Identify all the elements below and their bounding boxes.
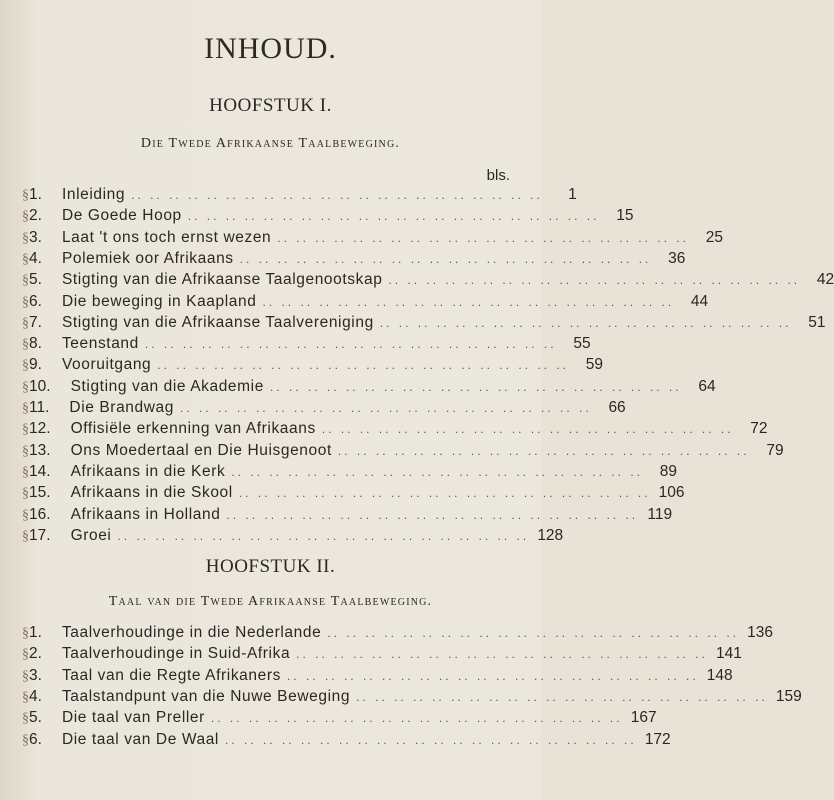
section-symbol: §	[22, 486, 29, 502]
section-title: Offisiële erkenning van Afrikaans	[70, 420, 316, 438]
section-title: Vooruitgang	[61, 356, 152, 374]
dot-leader: .. .. .. .. .. .. .. .. .. .. .. .. .. .. .. .. .. .. .. .. .. ..	[144, 337, 557, 352]
section-title: Taalverhoudinge in Suid-Afrika	[61, 645, 291, 663]
section-number: 16.	[29, 505, 51, 523]
section-number: 5.	[29, 271, 42, 289]
page-number: 136	[747, 624, 774, 641]
section-number: 4.	[29, 249, 42, 267]
section-symbol: §	[22, 443, 29, 459]
section-symbol: §	[22, 315, 29, 331]
page-number: 119	[647, 505, 673, 523]
section-title: Taal van die Regte Afrikaners	[61, 666, 281, 684]
section-number: 17.	[29, 526, 51, 544]
section-number: 14.	[29, 462, 51, 480]
section-number: 13.	[29, 441, 51, 459]
section-symbol: §	[22, 626, 29, 641]
section-symbol: §	[22, 711, 29, 727]
toc-entry	[22, 269, 834, 291]
chapter-1-heading: HOOFSTUK I.	[209, 95, 332, 116]
toc-entry	[22, 686, 802, 708]
toc-entry	[22, 205, 634, 227]
dot-leader: .. .. .. .. .. .. .. .. .. .. .. .. .. .. .. .. .. .. .. .. .. ..	[231, 464, 644, 479]
page-number: 148	[706, 666, 733, 684]
page-number: 64	[698, 377, 716, 395]
section-symbol: §	[22, 188, 29, 203]
section-number: 12.	[29, 420, 51, 438]
toc-entry	[22, 184, 577, 206]
section-symbol: §	[22, 422, 29, 438]
toc-entry	[22, 354, 603, 376]
section-number: 10.	[29, 377, 51, 395]
section-number: 6.	[29, 730, 42, 748]
page-number: 89	[659, 462, 678, 480]
page-number: 36	[668, 249, 686, 267]
section-title: Die taal van Preller	[61, 709, 205, 727]
dot-leader: .. .. .. .. .. .. .. .. .. .. .. .. .. .. .. .. .. .. .. .. .. ..	[226, 507, 639, 522]
section-title: Taalstandpunt van die Nuwe Beweging	[61, 687, 351, 705]
toc-entry	[22, 482, 685, 504]
dot-leader: .. .. .. .. .. .. .. .. .. .. .. .. .. .. .. .. .. .. .. .. .. ..	[277, 230, 689, 245]
section-symbol: §	[22, 732, 29, 748]
toc-entry	[22, 461, 678, 483]
section-number: 4.	[29, 687, 42, 705]
toc-entry	[22, 376, 716, 398]
section-symbol: §	[22, 647, 29, 663]
dot-leader: .. .. .. .. .. .. .. .. .. .. .. .. .. .. .. .. .. .. .. .. .. ..	[157, 358, 569, 373]
section-number: 7.	[29, 313, 42, 331]
section-symbol: §	[22, 668, 29, 684]
section-number: 3.	[29, 666, 42, 684]
dot-leader: .. .. .. .. .. .. .. .. .. .. .. .. .. .. .. .. .. .. .. .. .. ..	[179, 401, 592, 415]
section-number: 5.	[29, 709, 42, 727]
section-title: Stigting van die Afrikaanse Taalgenootskap	[61, 271, 383, 289]
page-title: INHOUD.	[204, 32, 337, 65]
section-title: Teenstand	[61, 335, 139, 353]
section-title: Afrikaans in die Skool	[70, 484, 233, 502]
page-number: 172	[644, 730, 671, 748]
page-number: 55	[573, 335, 591, 353]
section-symbol: §	[22, 209, 29, 225]
section-title: Groei	[70, 526, 112, 544]
toc-entry	[22, 227, 723, 249]
dot-leader: .. .. .. .. .. .. .. .. .. .. .. .. .. .. .. .. .. .. .. .. .. ..	[379, 315, 792, 330]
section-symbol: §	[22, 273, 29, 289]
section-number: 15.	[29, 484, 51, 502]
chapter-1-subtitle: Die Twede Afrikaanse Taalbeweging.	[140, 136, 401, 151]
dot-leader: .. .. .. .. .. .. .. .. .. .. .. .. .. .. .. .. .. .. .. .. .. ..	[321, 422, 734, 437]
section-symbol: §	[22, 251, 29, 267]
page-number: 159	[775, 687, 802, 705]
toc-entry	[22, 504, 673, 526]
toc-entry	[22, 622, 774, 644]
page-number: 72	[750, 420, 768, 438]
dot-leader: .. .. .. .. .. .. .. .. .. .. .. .. .. .. .. .. .. .. .. .. .. ..	[337, 443, 750, 458]
toc-entry	[22, 665, 733, 687]
page-number: 25	[705, 228, 723, 246]
dot-leader: .. .. .. .. .. .. .. .. .. .. .. .. .. .. .. .. .. .. .. .. .. ..	[262, 294, 675, 309]
dot-leader: .. .. .. .. .. .. .. .. .. .. .. .. .. .. .. .. .. .. .. .. .. ..	[224, 732, 637, 747]
toc-entry	[22, 397, 626, 419]
section-number: 8.	[29, 335, 42, 353]
dot-leader: .. .. .. .. .. .. .. .. .. .. .. .. .. .. .. .. .. .. .. .. .. ..	[238, 486, 651, 501]
section-title: Laat 't ons toch ernst wezen	[61, 228, 272, 246]
dot-leader: .. .. .. .. .. .. .. .. .. .. .. .. .. .. .. .. .. .. .. .. .. ..	[356, 689, 768, 704]
section-title: De Goede Hoop	[61, 207, 182, 225]
page-number: 128	[537, 526, 564, 544]
section-number: 11.	[29, 399, 50, 416]
dot-leader: .. .. .. .. .. .. .. .. .. .. .. .. .. .. .. .. .. .. .. .. .. ..	[187, 209, 600, 224]
section-title: Ons Moedertaal en Die Huisgenoot	[70, 441, 332, 459]
dot-leader: .. .. .. .. .. .. .. .. .. .. .. .. .. .. .. .. .. .. .. .. .. ..	[210, 711, 623, 726]
page-number: 59	[585, 356, 603, 374]
section-number: 3.	[29, 228, 42, 246]
section-title: Die taal van De Waal	[61, 730, 219, 748]
section-title: Die beweging in Kaapland	[61, 292, 257, 310]
dot-leader: .. .. .. .. .. .. .. .. .. .. .. .. .. .. .. .. .. .. .. .. .. ..	[269, 379, 682, 394]
section-title: Die Brandwag	[69, 399, 174, 416]
section-number: 1.	[29, 186, 42, 203]
dot-leader: .. .. .. .. .. .. .. .. .. .. .. .. .. .. .. .. .. .. .. .. .. ..	[131, 188, 543, 202]
section-number: 9.	[29, 356, 42, 374]
section-symbol: §	[22, 230, 29, 246]
toc-entry	[22, 729, 671, 751]
section-title: Polemiek oor Afrikaans	[61, 249, 234, 267]
dot-leader: .. .. .. .. .. .. .. .. .. .. .. .. .. .. .. .. .. .. .. .. .. ..	[286, 668, 699, 683]
toc-entry	[22, 248, 686, 270]
section-symbol: §	[22, 464, 29, 480]
section-symbol: §	[22, 294, 29, 310]
page-number: 42	[816, 271, 834, 289]
page-number: 106	[658, 484, 685, 502]
page-column-label: bls.	[486, 167, 510, 184]
section-title: Inleiding	[61, 186, 126, 203]
section-symbol: §	[22, 337, 29, 353]
section-title: Taalverhoudinge in die Nederlande	[61, 624, 322, 641]
toc-entry	[22, 643, 742, 665]
page-number: 1	[568, 186, 577, 203]
page-number: 79	[766, 441, 784, 459]
section-title: Stigting van die Afrikaanse Taalvereniging	[61, 313, 374, 331]
section-symbol: §	[22, 401, 29, 416]
section-symbol: §	[22, 379, 29, 395]
section-title: Afrikaans in die Kerk	[70, 462, 226, 480]
section-symbol: §	[22, 689, 29, 705]
section-symbol: §	[22, 358, 29, 374]
toc-entry	[22, 707, 657, 729]
page-number: 51	[808, 313, 826, 331]
section-number: 1.	[29, 624, 42, 641]
section-number: 2.	[29, 207, 42, 225]
section-title: Afrikaans in Holland	[70, 505, 221, 523]
section-symbol: §	[22, 528, 29, 544]
section-number: 2.	[29, 645, 42, 663]
page-number: 15	[616, 207, 634, 225]
section-title: Stigting van die Akademie	[70, 377, 264, 395]
dot-leader: .. .. .. .. .. .. .. .. .. .. .. .. .. .. .. .. .. .. .. .. .. ..	[327, 626, 740, 640]
toc-entry	[22, 291, 709, 313]
chapter-2-subtitle: Taal van die Twede Afrikaanse Taalbeweging.	[108, 594, 433, 609]
page-number: 44	[690, 292, 709, 310]
page-number: 167	[630, 709, 657, 727]
toc-entry	[22, 525, 564, 547]
toc-entry	[22, 312, 826, 334]
toc-entry	[22, 440, 784, 462]
toc-entry	[22, 418, 768, 440]
section-number: 6.	[29, 292, 42, 310]
chapter-2-heading: HOOFSTUK II.	[205, 556, 336, 577]
page-number: 66	[608, 399, 626, 416]
dot-leader: .. .. .. .. .. .. .. .. .. .. .. .. .. .. .. .. .. .. .. .. .. ..	[239, 251, 652, 266]
dot-leader: .. .. .. .. .. .. .. .. .. .. .. .. .. .. .. .. .. .. .. .. .. ..	[388, 273, 801, 288]
dot-leader: .. .. .. .. .. .. .. .. .. .. .. .. .. .. .. .. .. .. .. .. .. ..	[296, 647, 708, 662]
toc-entry	[22, 333, 591, 355]
section-symbol: §	[22, 507, 29, 523]
page-number: 141	[716, 645, 742, 663]
dot-leader: .. .. .. .. .. .. .. .. .. .. .. .. .. .. .. .. .. .. .. .. .. ..	[117, 528, 530, 543]
